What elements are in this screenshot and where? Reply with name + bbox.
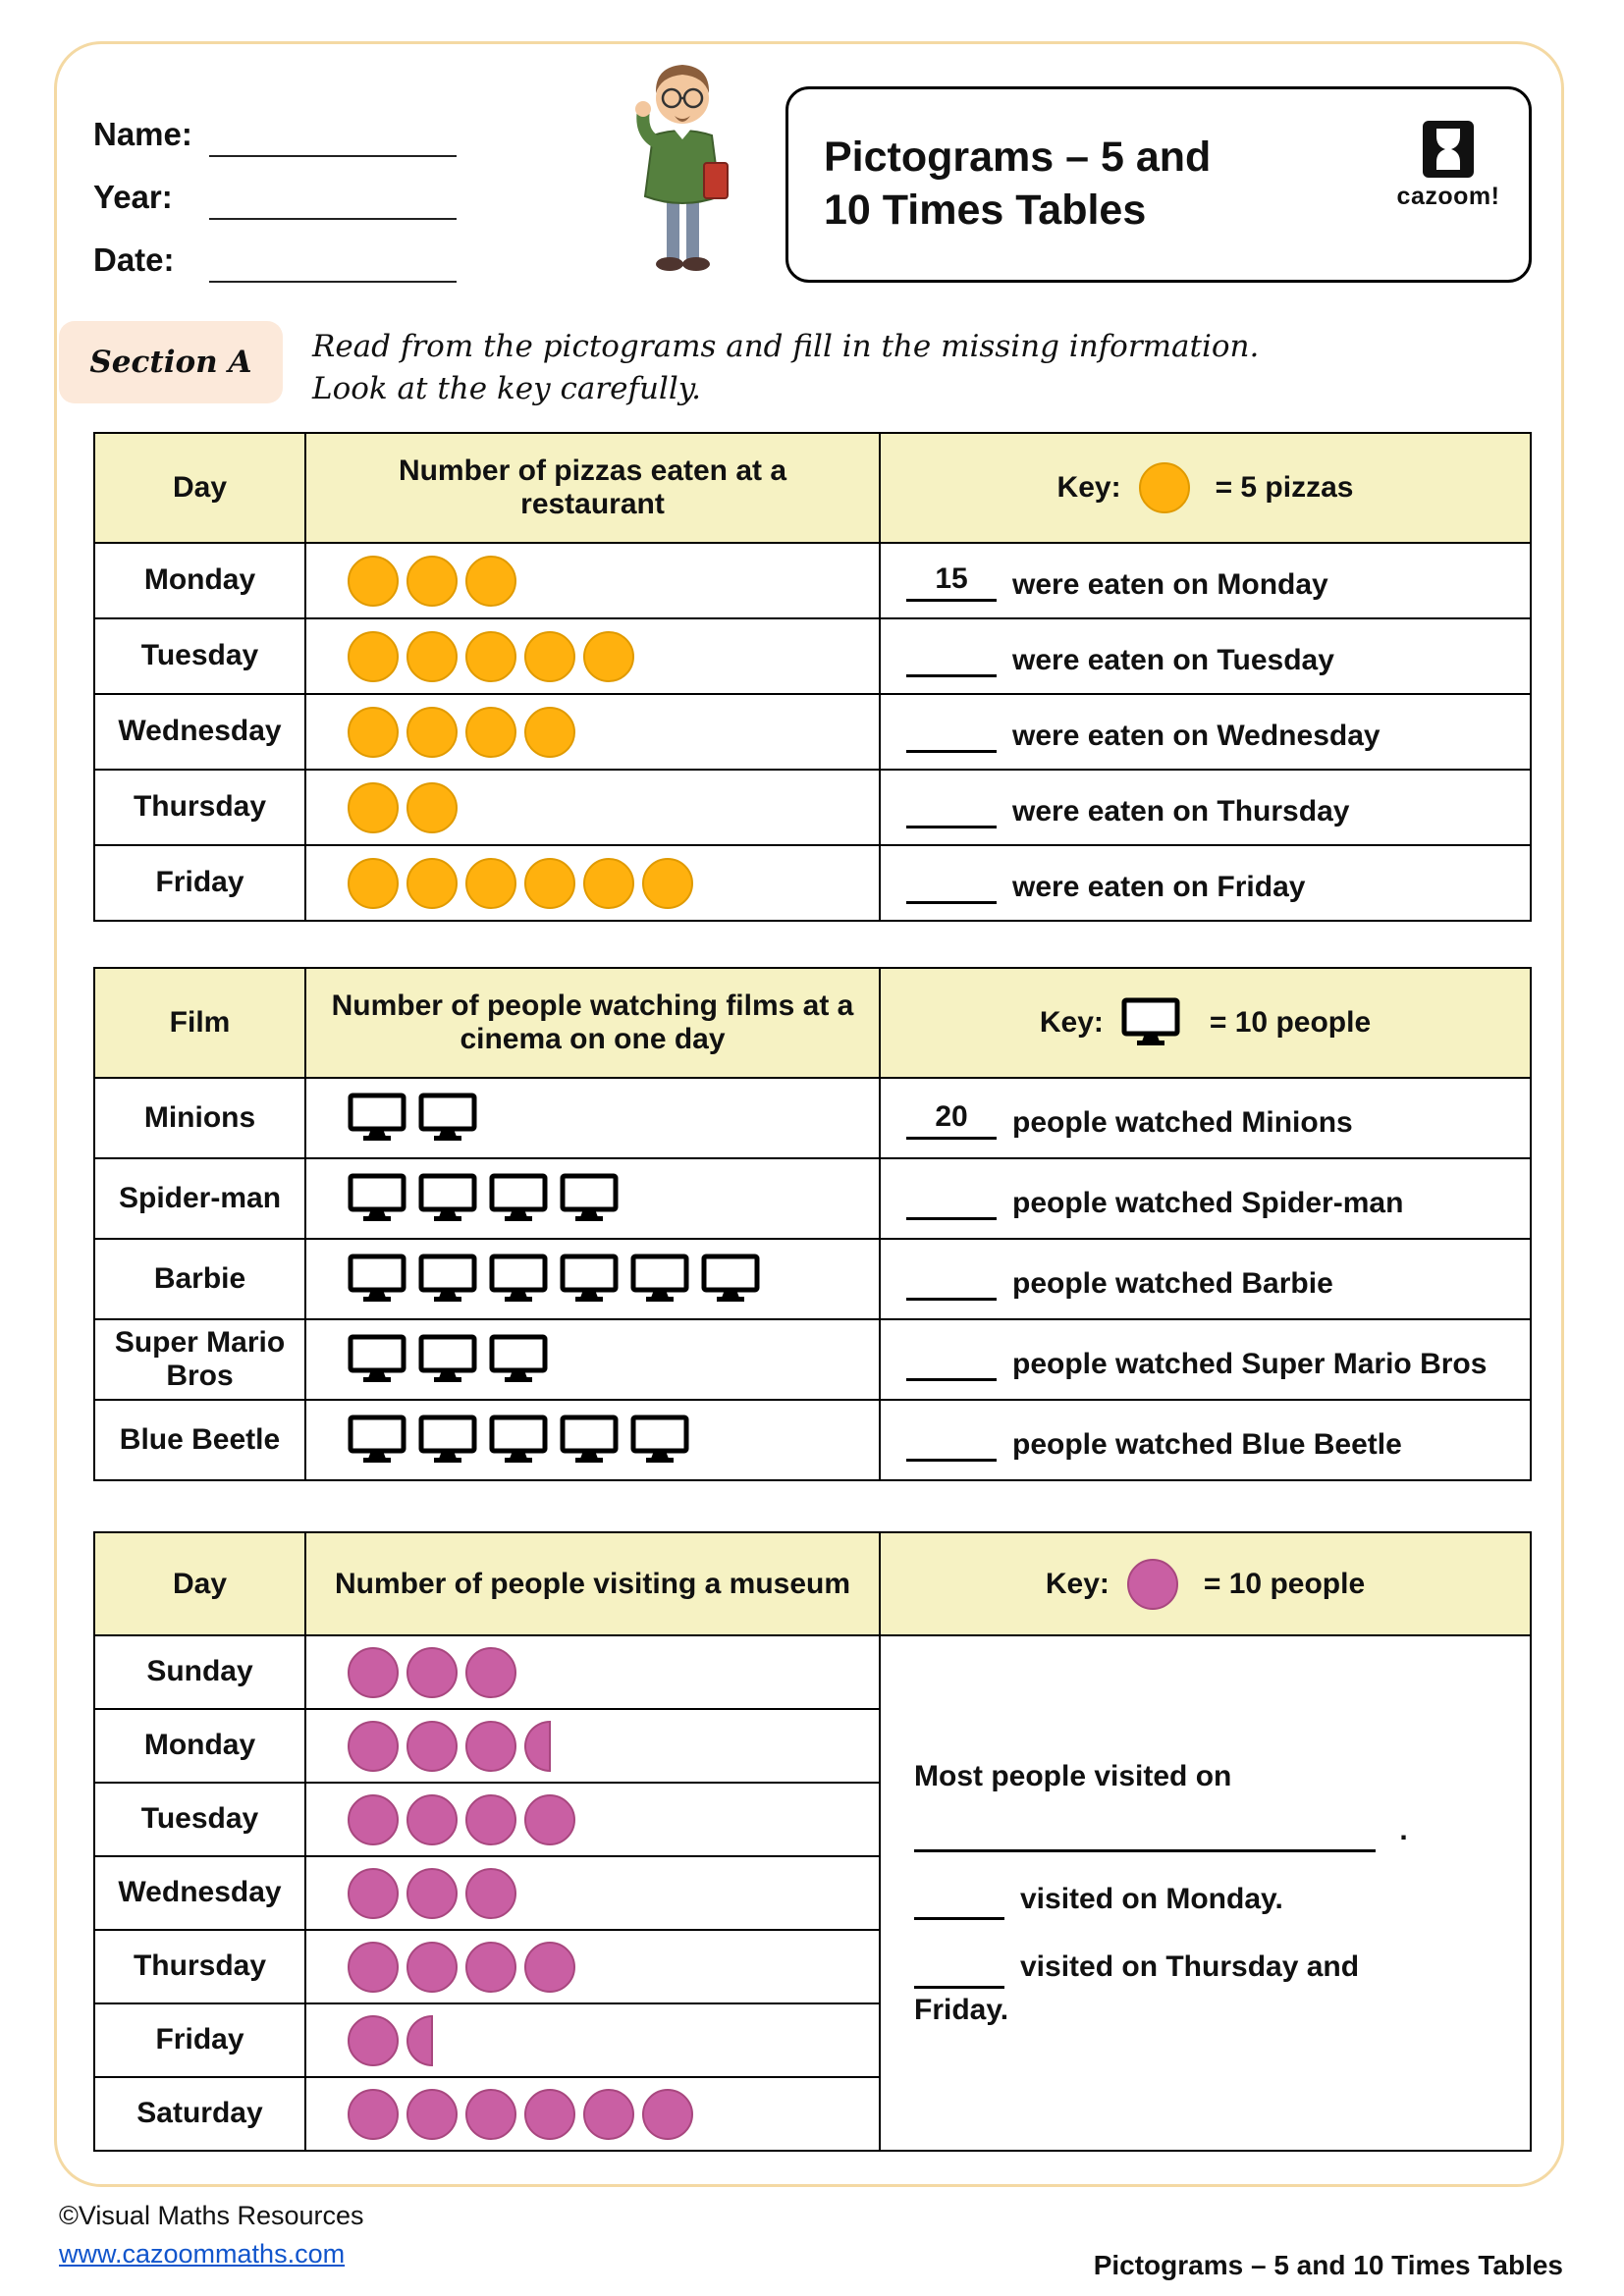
cinema-screen-icon xyxy=(348,1093,406,1144)
visitor-icon xyxy=(406,1721,458,1772)
answer-cell xyxy=(880,543,1531,618)
key-value: = 10 people xyxy=(1209,1006,1372,1039)
row-label: Super Mario Bros xyxy=(94,1319,305,1400)
header-row xyxy=(94,433,1531,543)
pizza-icon xyxy=(348,782,399,833)
answer-text: people watched Super Mario Bros xyxy=(1012,1347,1488,1380)
visitor-icon xyxy=(642,2089,693,2140)
cinema-screen-icon xyxy=(348,1334,406,1385)
key xyxy=(904,997,1506,1048)
visitor-icon xyxy=(465,2089,516,2140)
row-label: Barbie xyxy=(94,1239,305,1319)
cinema-screen-icon xyxy=(418,1415,477,1466)
row-label: Saturday xyxy=(94,2077,305,2151)
question-text: visited on Monday. xyxy=(1020,1882,1283,1915)
row-label: Friday xyxy=(94,845,305,921)
answer-text: were eaten on Thursday xyxy=(1012,795,1350,828)
half-visitor-icon xyxy=(524,1721,551,1772)
question-suffix: . xyxy=(1391,1814,1408,1847)
row-label: Spider-man xyxy=(94,1158,305,1239)
pictogram-cell xyxy=(305,543,880,618)
pizza-icon xyxy=(348,858,399,909)
row-label: Thursday xyxy=(94,770,305,845)
question-text: visited on Thursday and Friday. xyxy=(914,1950,1360,2026)
answer-blank: 15 xyxy=(906,560,997,602)
cazoom-logo-icon xyxy=(1421,119,1476,180)
pizza-icon xyxy=(406,631,458,682)
table-row xyxy=(94,1319,1531,1400)
visitor-icon xyxy=(465,1942,516,1993)
date-field xyxy=(93,220,457,283)
title-line-1: Pictograms – 5 and xyxy=(824,133,1212,182)
key-column-header xyxy=(880,1532,1531,1635)
visitor-icon xyxy=(524,1794,575,1845)
cinema-screen-icon xyxy=(489,1415,548,1466)
row-label: Monday xyxy=(94,543,305,618)
cinema-screen-icon xyxy=(348,1173,406,1224)
pizzas-pictogram-table xyxy=(93,432,1532,922)
pictogram-cell xyxy=(305,1400,880,1480)
date-line xyxy=(209,238,457,283)
answer-cell xyxy=(880,1078,1531,1158)
answer-blank xyxy=(906,711,997,753)
answer-blank xyxy=(906,1178,997,1220)
visitor-icon xyxy=(524,2089,575,2140)
table-row xyxy=(94,770,1531,845)
key-column-header xyxy=(880,968,1531,1078)
pictogram-cell xyxy=(305,1635,880,1709)
visitor-icon xyxy=(348,1647,399,1698)
pictogram-cell xyxy=(305,1709,880,1783)
visitor-icon xyxy=(1127,1559,1178,1610)
pizza-icon xyxy=(524,858,575,909)
name-line xyxy=(209,112,457,157)
visitor-icon xyxy=(348,1868,399,1919)
pizza-icon xyxy=(406,556,458,607)
answer-blank xyxy=(906,1258,997,1301)
answer-blank xyxy=(906,786,997,828)
pizza-icon xyxy=(583,858,634,909)
cazoom-logo xyxy=(1389,119,1507,211)
visitor-icon xyxy=(406,2089,458,2140)
answer-blank xyxy=(906,862,997,904)
pictogram-cell xyxy=(305,2003,880,2077)
key-label: Key: xyxy=(1056,471,1121,504)
answer-cell xyxy=(880,845,1531,921)
answer-cell xyxy=(880,618,1531,694)
answer-blank xyxy=(914,1810,1376,1852)
pizza-icon xyxy=(465,631,516,682)
cinema-screen-icon xyxy=(418,1334,477,1385)
header-row xyxy=(94,968,1531,1078)
cinema-screen-icon xyxy=(560,1173,619,1224)
answer-cell xyxy=(880,1319,1531,1400)
cazoom-logo-text: cazoom! xyxy=(1396,183,1500,210)
visitor-icon xyxy=(348,2089,399,2140)
films-table-header xyxy=(94,968,1531,1078)
pictogram-cell xyxy=(305,1319,880,1400)
pictogram-cell xyxy=(305,1856,880,1930)
key xyxy=(904,462,1506,513)
pictogram-cell xyxy=(305,845,880,921)
question-text: Most people visited on xyxy=(914,1759,1232,1792)
title-line-2: 10 Times Tables xyxy=(824,187,1147,234)
teacher-illustration xyxy=(614,49,751,299)
table-row xyxy=(94,543,1531,618)
museum-table-header xyxy=(94,1532,1531,1635)
section-instructions xyxy=(312,326,1259,411)
pizza-icon xyxy=(642,858,693,909)
pizza-icon xyxy=(1139,462,1190,513)
pictogram-cell xyxy=(305,618,880,694)
question-block xyxy=(914,1755,1425,1852)
visitor-icon xyxy=(348,2015,399,2066)
year-line xyxy=(209,175,457,220)
answer-blank xyxy=(906,635,997,677)
pizzas-table-header xyxy=(94,433,1531,543)
row-label: Wednesday xyxy=(94,694,305,770)
key-value: = 5 pizzas xyxy=(1215,471,1354,504)
row-label: Monday xyxy=(94,1709,305,1783)
table-row xyxy=(94,845,1531,921)
pictogram-cell xyxy=(305,1078,880,1158)
section-a-badge: Section A xyxy=(59,321,283,403)
table-row xyxy=(94,1635,1531,1709)
year-label: Year: xyxy=(93,179,173,215)
row-label: Friday xyxy=(94,2003,305,2077)
pizza-icon xyxy=(348,556,399,607)
answer-blank xyxy=(906,1339,997,1381)
table-row xyxy=(94,1078,1531,1158)
name-field xyxy=(93,94,457,157)
cinema-screen-icon xyxy=(630,1415,689,1466)
cinema-screen-icon xyxy=(560,1415,619,1466)
pizza-icon xyxy=(406,707,458,758)
pictogram-cell xyxy=(305,1158,880,1239)
answer-cell xyxy=(880,1400,1531,1480)
pizza-icon xyxy=(465,858,516,909)
visitor-icon xyxy=(406,1647,458,1698)
visitor-icon xyxy=(348,1942,399,1993)
question-block xyxy=(914,1878,1425,1921)
row-label: Tuesday xyxy=(94,618,305,694)
key xyxy=(904,1559,1506,1610)
pizza-icon xyxy=(465,556,516,607)
answer-blank: 20 xyxy=(906,1097,997,1140)
row-label: Minions xyxy=(94,1078,305,1158)
answer-text: people watched Spider-man xyxy=(1012,1186,1404,1219)
key-label: Key: xyxy=(1039,1006,1104,1039)
visitor-icon xyxy=(406,1868,458,1919)
website-link[interactable]: www.cazoommaths.com xyxy=(59,2239,346,2269)
museum-table-body xyxy=(94,1635,1531,2151)
pictogram-cell xyxy=(305,1783,880,1856)
pizza-icon xyxy=(348,631,399,682)
cinema-screen-icon xyxy=(348,1415,406,1466)
column-header-day: Day xyxy=(94,1532,305,1635)
answer-text: were eaten on Friday xyxy=(1012,871,1306,903)
answer-text: people watched Barbie xyxy=(1012,1266,1333,1300)
title-box xyxy=(785,86,1532,283)
pizza-icon xyxy=(583,631,634,682)
row-label: Wednesday xyxy=(94,1856,305,1930)
pictogram-cell xyxy=(305,2077,880,2151)
visitor-icon xyxy=(348,1794,399,1845)
answer-blank xyxy=(906,1419,997,1462)
table-row xyxy=(94,1158,1531,1239)
pizzas-table-body xyxy=(94,543,1531,921)
column-header-day: Day xyxy=(94,433,305,543)
questions-cell xyxy=(880,1635,1531,2151)
pizza-icon xyxy=(406,858,458,909)
pictogram-column-header: Number of people watching films at a cinema on one day xyxy=(305,968,880,1078)
cinema-screen-icon xyxy=(489,1173,548,1224)
column-header-film: Film xyxy=(94,968,305,1078)
table-row xyxy=(94,618,1531,694)
visitor-icon xyxy=(465,1647,516,1698)
films-pictogram-table xyxy=(93,967,1532,1481)
cinema-screen-icon xyxy=(630,1254,689,1305)
visitor-icon xyxy=(348,1721,399,1772)
answer-cell xyxy=(880,770,1531,845)
cinema-screen-icon xyxy=(418,1254,477,1305)
answer-blank xyxy=(914,1947,1004,1989)
year-field xyxy=(93,157,457,220)
key-value: = 10 people xyxy=(1203,1567,1366,1600)
pizza-icon xyxy=(524,707,575,758)
answer-text: were eaten on Wednesday xyxy=(1012,720,1380,752)
visitor-icon xyxy=(583,2089,634,2140)
instruction-line-1: Read from the pictograms and fill in the missing information. xyxy=(312,329,1260,364)
visitor-icon xyxy=(465,1794,516,1845)
student-fields xyxy=(93,94,457,283)
cinema-screen-icon xyxy=(418,1173,477,1224)
answer-cell xyxy=(880,1239,1531,1319)
pictogram-column-header: Number of pizzas eaten at a restaurant xyxy=(305,433,880,543)
key-label: Key: xyxy=(1045,1567,1110,1600)
answer-cell xyxy=(880,694,1531,770)
visitor-icon xyxy=(465,1868,516,1919)
question-block xyxy=(914,1946,1425,2031)
pizza-icon xyxy=(406,782,458,833)
visitor-icon xyxy=(406,1942,458,1993)
worksheet-title xyxy=(824,132,1211,238)
pictogram-column-header: Number of people visiting a museum xyxy=(305,1532,880,1635)
cinema-screen-icon xyxy=(348,1254,406,1305)
pictogram-cell xyxy=(305,1930,880,2003)
visitor-icon xyxy=(524,1942,575,1993)
row-label: Tuesday xyxy=(94,1783,305,1856)
films-table-body xyxy=(94,1078,1531,1480)
footer-page-title: Pictograms – 5 and 10 Times Tables xyxy=(1093,2250,1563,2280)
row-label: Sunday xyxy=(94,1635,305,1709)
key-column-header xyxy=(880,433,1531,543)
answer-text: were eaten on Tuesday xyxy=(1012,644,1334,676)
cinema-screen-icon xyxy=(489,1254,548,1305)
cinema-screen-icon xyxy=(560,1254,619,1305)
pictogram-cell xyxy=(305,770,880,845)
visitor-icon xyxy=(465,1721,516,1772)
table-row xyxy=(94,694,1531,770)
question-answer-line xyxy=(914,1809,1425,1852)
teacher-cartoon xyxy=(614,49,751,294)
row-label: Thursday xyxy=(94,1930,305,2003)
cinema-screen-icon xyxy=(418,1093,477,1144)
answer-blank xyxy=(914,1878,1004,1920)
pizza-icon xyxy=(348,707,399,758)
pictogram-cell xyxy=(305,694,880,770)
header-row xyxy=(94,1532,1531,1635)
instruction-line-2: Look at the key carefully. xyxy=(312,371,701,407)
pizza-icon xyxy=(465,707,516,758)
half-visitor-icon xyxy=(406,2015,433,2066)
answer-text: were eaten on Monday xyxy=(1012,568,1328,601)
pizza-icon xyxy=(524,631,575,682)
museum-pictogram-table xyxy=(93,1531,1532,2152)
table-row xyxy=(94,1239,1531,1319)
name-label: Name: xyxy=(93,116,192,152)
answer-text: people watched Minions xyxy=(1012,1105,1353,1139)
visitor-icon xyxy=(406,1794,458,1845)
date-label: Date: xyxy=(93,241,175,278)
copyright-text: ©Visual Maths Resources xyxy=(59,2201,364,2230)
cinema-screen-icon xyxy=(489,1334,548,1385)
cinema-screen-icon xyxy=(1121,997,1180,1048)
row-label: Blue Beetle xyxy=(94,1400,305,1480)
table-row xyxy=(94,1400,1531,1480)
pictogram-cell xyxy=(305,1239,880,1319)
cinema-screen-icon xyxy=(701,1254,760,1305)
answer-cell xyxy=(880,1158,1531,1239)
answer-text: people watched Blue Beetle xyxy=(1012,1427,1402,1461)
footer-left xyxy=(59,2201,364,2269)
